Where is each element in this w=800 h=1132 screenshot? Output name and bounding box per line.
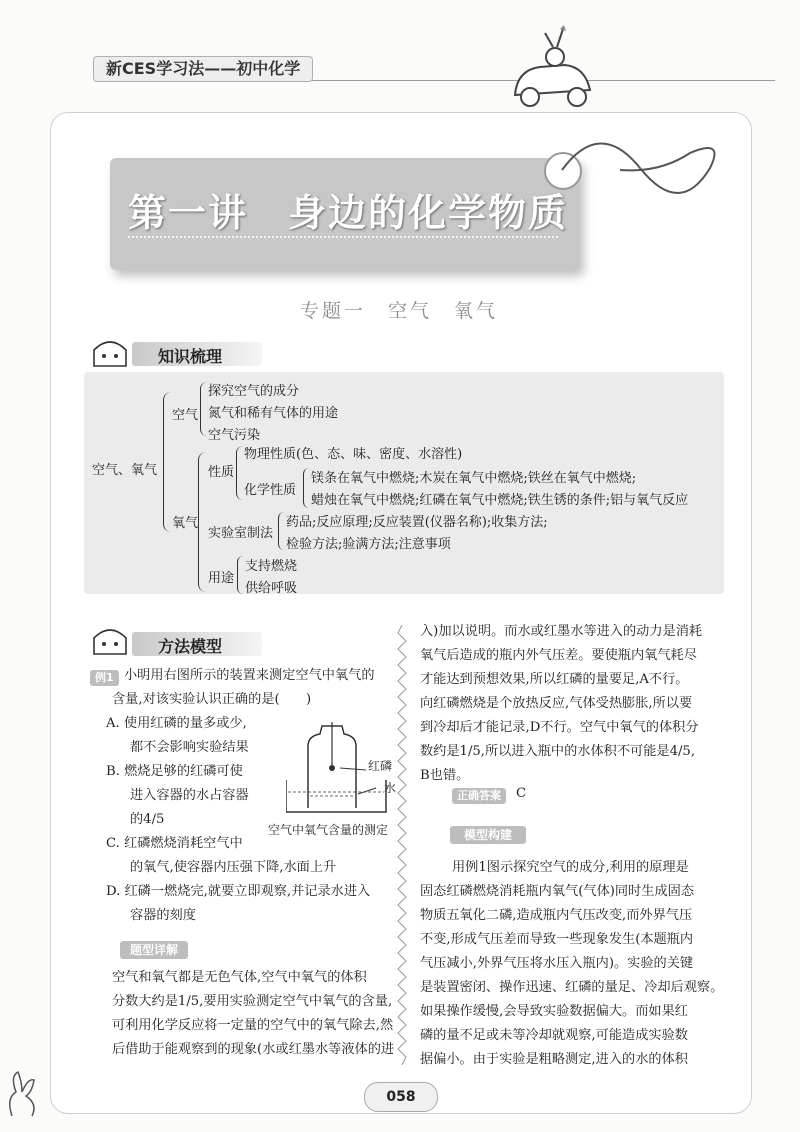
page-number: 058 (364, 1082, 438, 1112)
tree-brace (237, 556, 243, 594)
model-line: 用例1图示探究空气的成分,利用的原理是 (452, 860, 689, 875)
tree-leaf: 药品;反应原理;反应装置(仪器名称);收集方法; (286, 515, 548, 530)
bunny-doodle-icon (4, 1068, 44, 1118)
explain-line: 才能达到预想效果,所以红磷的量要足,A不行。 (420, 672, 689, 687)
question-line: 含量,对该实验认识正确的是( ) (112, 692, 312, 707)
option-d: D. 红磷一燃烧完,就要立即观察,并记录水进入 (106, 884, 371, 899)
option-c-cont: 的氧气,使容器内压强下降,水面上升 (130, 860, 337, 875)
tree-node-lab: 实验室制法 (208, 526, 274, 541)
model-line: 磷的量不足或未等冷却就观察,可能造成实验数 (420, 1028, 688, 1043)
explain-line: 氧气后造成的瓶内外气压差。要使瓶内氧气耗尽 (420, 648, 697, 663)
tree-brace (163, 392, 172, 532)
section-title-knowledge: 知识梳理 (158, 347, 223, 366)
section-title-method: 方法模型 (158, 637, 223, 656)
option-a-cont: 都不会影响实验结果 (130, 740, 249, 755)
explain-tag: 题型详解 (120, 941, 188, 959)
option-a: A. 使用红磷的量多或少, (106, 716, 247, 731)
question-line: 小明用右图所示的装置来测定空气中氧气的 (124, 668, 375, 683)
figure-label-water: 水 (384, 781, 397, 795)
tree-root: 空气、氧气 (92, 463, 158, 478)
model-line: 如果操作缓慢,会导致实验数据偏大。而如果红 (420, 1004, 688, 1019)
tree-node-chemical: 化学性质 (244, 483, 297, 498)
option-c: C. 红磷燃烧消耗空气中 (106, 836, 243, 851)
tree-brace (278, 512, 284, 550)
tree-leaf: 物理性质(色、态、味、密度、水溶性) (244, 447, 463, 462)
tree-leaf: 支持燃烧 (245, 559, 298, 574)
column-divider (397, 625, 407, 1065)
tree-brace (200, 382, 207, 436)
tree-node-air: 空气 (172, 408, 199, 423)
cartoon-car-icon (505, 25, 600, 110)
chapter-title: 第一讲 身边的化学物质 (128, 191, 569, 235)
tree-leaf: 检验方法;验满方法;注意事项 (286, 537, 451, 552)
option-b: B. 燃烧足够的红磷可使 (106, 764, 243, 779)
tree-leaf: 空气污染 (208, 428, 261, 443)
mushroom-icon (90, 336, 130, 370)
string-loop-icon (560, 128, 730, 218)
banner-dotted-line (128, 236, 558, 238)
model-line: 气压减小,外界气压将水压入瓶内)。实验的关键 (420, 956, 694, 971)
model-line: 固态红磷燃烧消耗瓶内氧气(气体)同时生成固态 (420, 884, 695, 899)
tree-brace (198, 452, 207, 592)
explain-line: 到冷却后才能记录,D不行。空气中氧气的体积分 (420, 720, 699, 735)
tree-leaf: 蜡烛在氧气中燃烧;红磷在氧气中燃烧;铁生锈的条件;铝与氧气反应 (311, 493, 689, 508)
explain-line: B也错。 (420, 768, 470, 783)
tree-brace (236, 446, 243, 500)
tree-leaf: 氮气和稀有气体的用途 (208, 406, 339, 421)
figure-label-phosphorus: 红磷 (368, 759, 393, 773)
tree-node-oxygen: 氧气 (172, 516, 199, 531)
mushroom-icon (90, 624, 130, 658)
figure-caption: 空气中氧气含量的测定 (268, 823, 389, 837)
explain-line: 数约是1/5,所以进入瓶中的水体积不可能是4/5, (420, 744, 696, 759)
explain-line: 向红磷燃烧是个放热反应,气体受热膨胀,所以要 (420, 696, 693, 711)
answer-tag: 正确答案 (452, 788, 506, 804)
tree-leaf: 探究空气的成分 (208, 384, 300, 399)
tree-leaf: 镁条在氧气中燃烧;木炭在氧气中燃烧;铁丝在氧气中燃烧; (311, 471, 637, 486)
explain-line: 分数大约是1/5,要用实验测定空气中氧气的含量, (112, 994, 393, 1009)
model-line: 是装置密闭、操作迅速、红磷的量足、冷却后观察。 (420, 980, 724, 995)
option-d-cont: 容器的刻度 (130, 908, 196, 923)
tree-node-property: 性质 (208, 465, 235, 480)
book-series-badge: 新CES学习法——初中化学 (93, 56, 313, 82)
tree-leaf: 供给呼吸 (245, 581, 298, 596)
tree-brace (303, 468, 309, 508)
explain-line: 入)加以说明。而水或红墨水等进入的动力是消耗 (420, 624, 703, 639)
example-tag: 例1 (90, 670, 119, 686)
tree-node-use: 用途 (208, 571, 235, 586)
explain-line: 可利用化学反应将一定量的空气中的氧气除去,然 (112, 1018, 394, 1033)
answer-value: C (516, 786, 527, 801)
model-line: 据偏小。由于实验是粗略测定,进入的水的体积 (420, 1052, 688, 1067)
topic-subtitle: 专题一 空气 氧气 (300, 300, 499, 322)
model-tag: 模型构建 (450, 826, 526, 844)
explain-line: 后借助于能观察到的现象(水或红墨水等液体的进 (112, 1042, 395, 1057)
model-line: 物质五氧化二磷,造成瓶内气压改变,而外界气压 (420, 908, 693, 923)
model-line: 不变,形成气压差而导致一些现象发生(本题瓶内 (420, 932, 694, 947)
option-b-cont: 进入容器的水占容器 (130, 788, 249, 803)
explain-line: 空气和氧气都是无色气体,空气中氧气的体积 (112, 970, 367, 985)
option-b-cont: 的4/5 (130, 812, 165, 827)
